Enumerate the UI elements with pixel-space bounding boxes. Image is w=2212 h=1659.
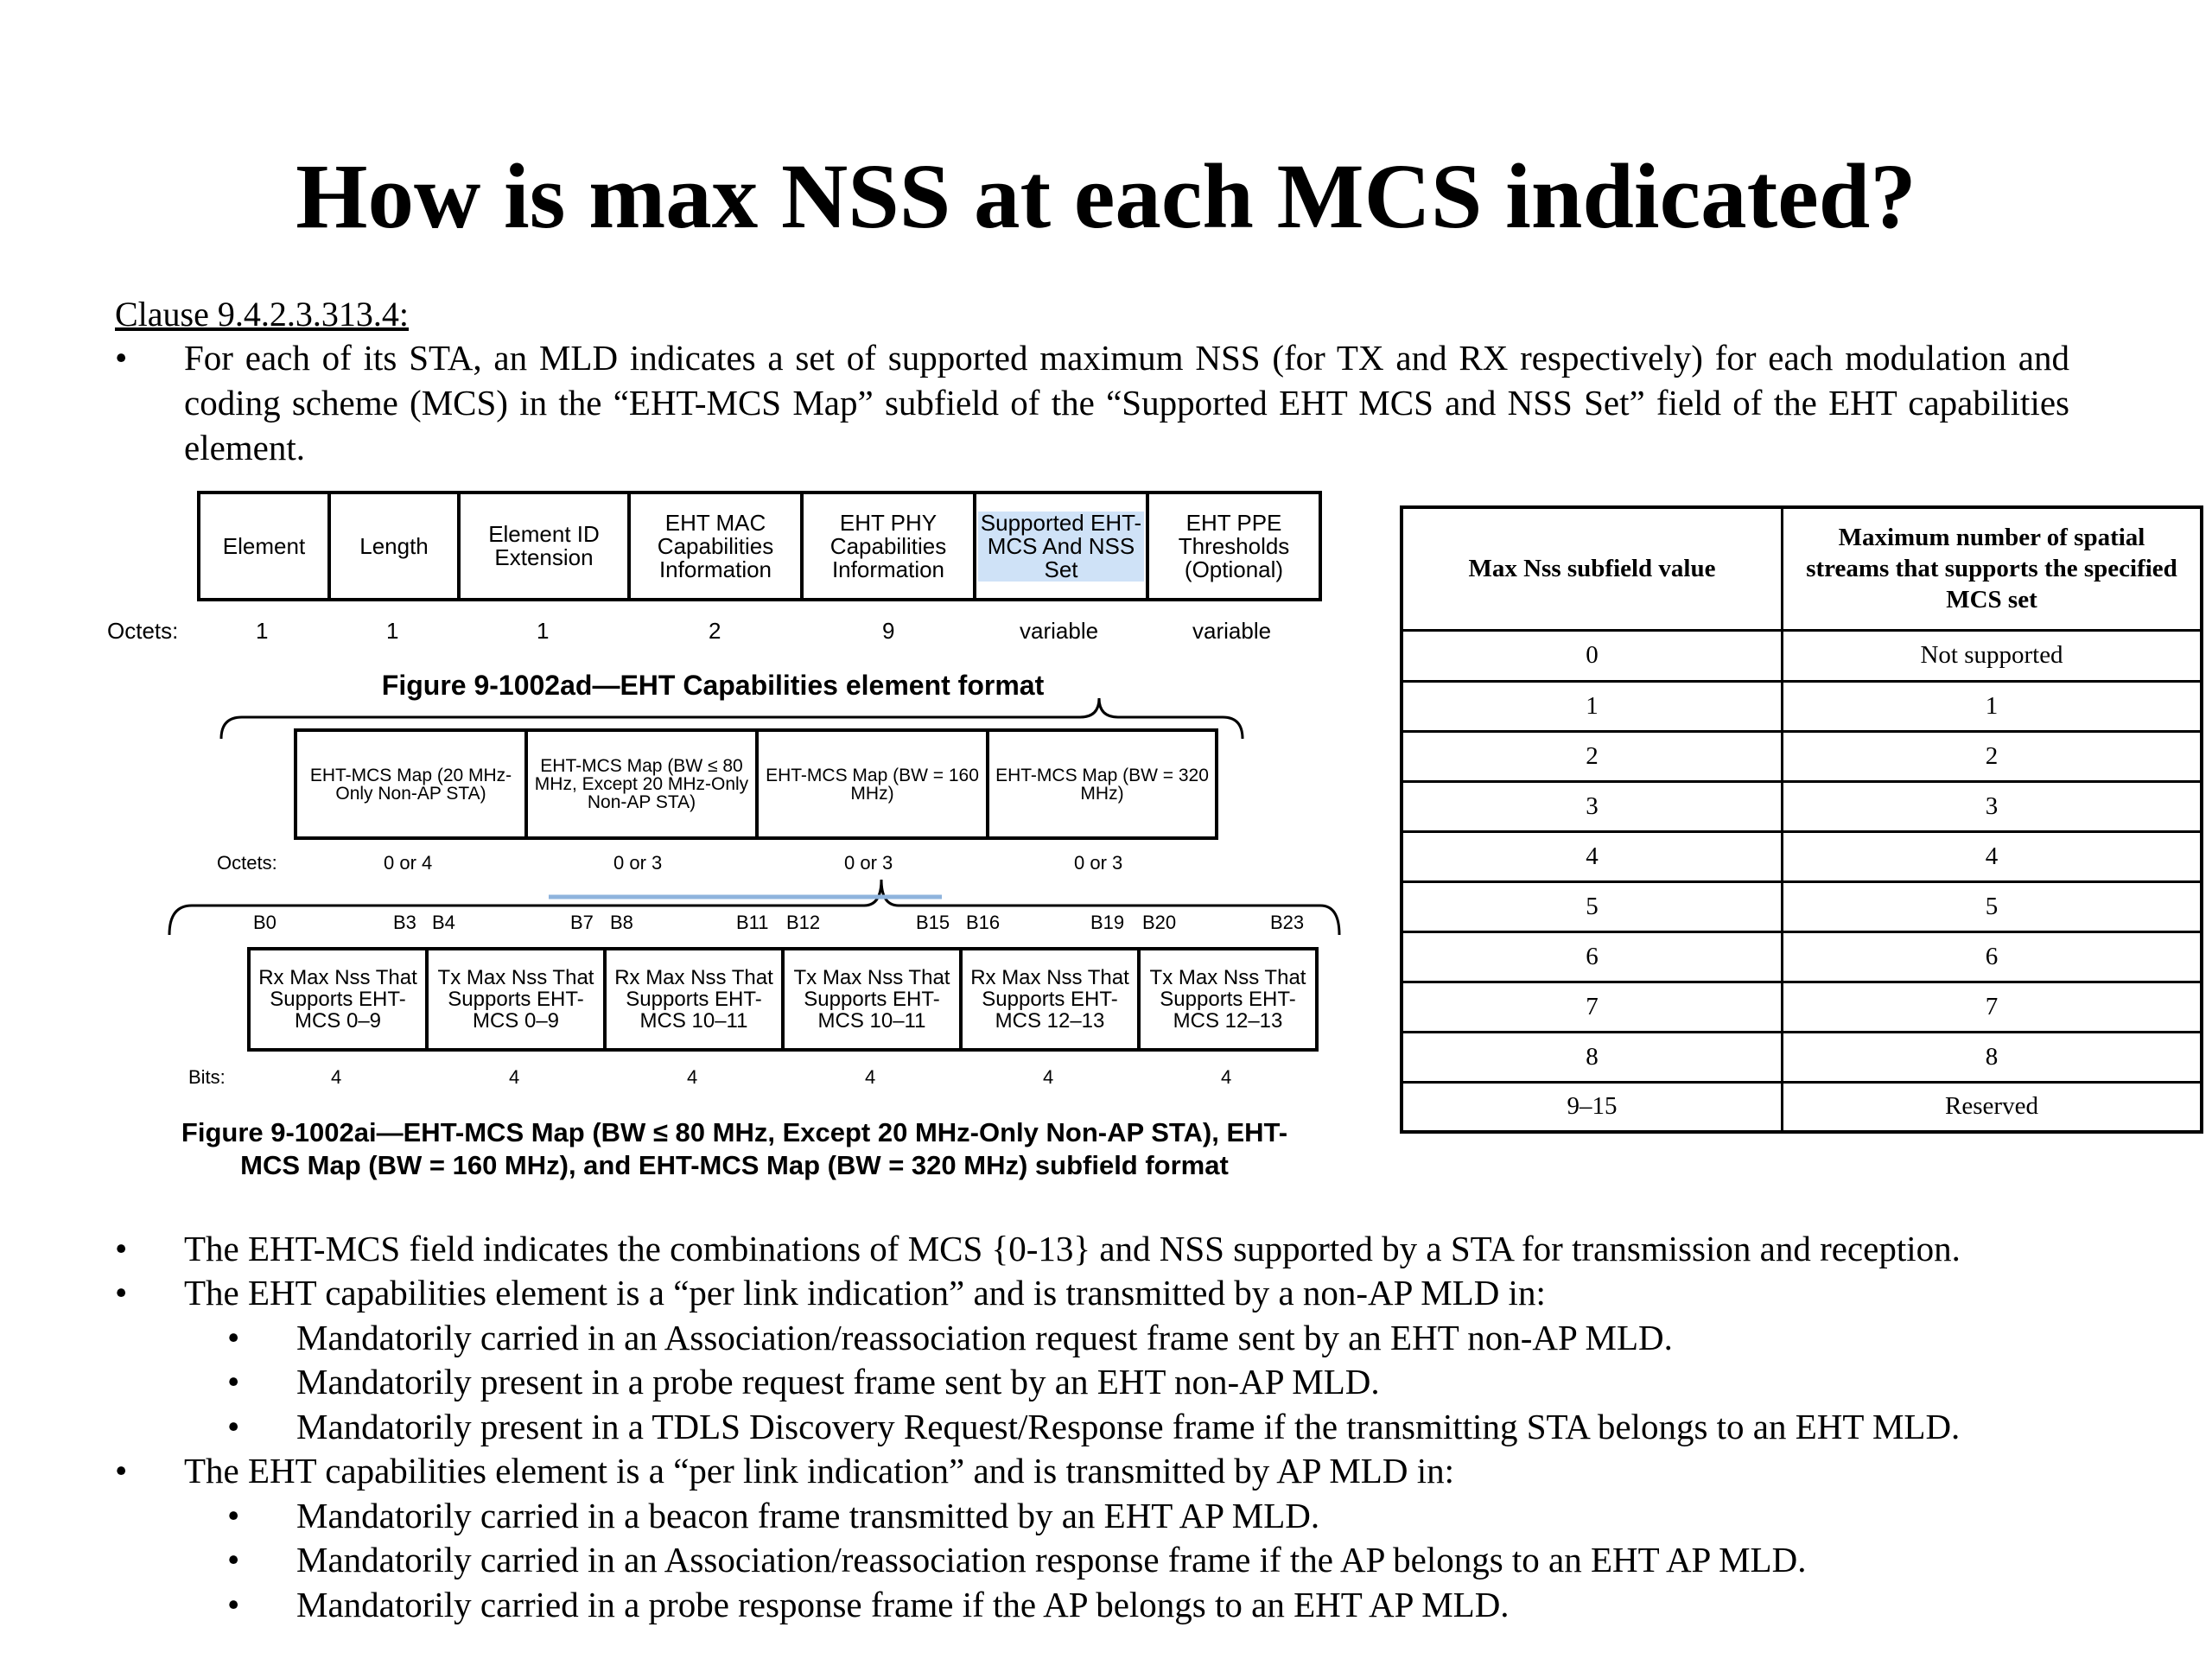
table-row [1402,681,2202,731]
bit-label: B4 [432,912,455,933]
bullet-marker: • [115,1273,128,1313]
table-row [1402,630,2202,681]
bit-label: B3 [393,912,416,933]
table-cell: 2 [1402,731,1783,781]
list-item-text: The EHT capabilities element is a “per link indication” and is transmitted by a non-AP MLD in: [184,1273,1546,1313]
list-item [115,1449,1454,1492]
rx-max-nss-mcs-10-11: Rx Max Nss That Supports EHT-MCS 10–11 [603,947,785,1052]
table-cell: 7 [1402,982,1783,1032]
table-cell: 9–15 [1402,1082,1783,1132]
table-cell: 3 [1402,781,1783,831]
field-eht-phy-capabilities: EHT PHY Capabilities Information [800,491,976,601]
octet-value: 2 [709,618,721,644]
table-header: Max Nss subfield value [1402,507,1783,630]
octet-value: variable [1192,618,1272,644]
tx-max-nss-mcs-0-9: Tx Max Nss That Supports EHT-MCS 0–9 [425,947,607,1052]
bullet-marker: • [227,1496,240,1535]
table-header: Maximum number of spatial streams that supports the specified MCS set [1783,507,2202,630]
bit-label: B20 [1142,912,1177,933]
list-item [227,1360,1380,1403]
figure-caption-2-line2: MCS Map (BW = 160 MHz), and EHT-MCS Map (BW = 320 MHz) subfield format [240,1150,1229,1180]
table-cell: 5 [1402,881,1783,931]
octet-value: variable [1020,618,1099,644]
field-length: Length [327,491,461,601]
page-title: How is max NSS at each MCS indicated? [296,146,1916,248]
list-item-text: The EHT capabilities element is a “per link indication” and is transmitted by AP MLD in: [184,1451,1454,1491]
table-row [1402,881,2202,931]
max-nss-table [1400,505,2203,1134]
list-item-text: Mandatorily carried in a beacon frame transmitted by an EHT AP MLD. [296,1496,1320,1535]
list-item-text: Mandatorily carried in an Association/reassociation request frame sent by an EHT non-AP MLD. [296,1318,1673,1357]
table-row [1402,1082,2202,1132]
bits-value: 4 [687,1066,698,1088]
list-item [227,1405,1961,1448]
bits-value: 4 [1221,1066,1232,1088]
table-row [1402,731,2202,781]
table-cell: 8 [1783,1032,2202,1082]
bullet-marker: • [115,1229,128,1268]
table-row [1402,931,2202,982]
octet-value: 1 [256,618,269,644]
field-eht-mac-capabilities: EHT MAC Capabilities Information [627,491,804,601]
list-item-text: Mandatorily present in a probe request frame sent by an EHT non-AP MLD. [296,1362,1380,1402]
octets-label: Octets: [217,852,277,874]
mcs-map-bw-160: EHT-MCS Map (BW = 160 MHz) [755,728,989,840]
table-cell: 8 [1402,1032,1783,1082]
field-element: Element [197,491,331,601]
bullet-marker: • [115,338,128,378]
octet-value: 0 or 3 [844,852,893,874]
table-cell: 1 [1783,681,2202,731]
octet-value: 0 or 4 [384,852,433,874]
bullet-marker: • [227,1585,240,1624]
bit-label: B12 [786,912,821,933]
bit-label: B23 [1270,912,1305,933]
table-cell: 4 [1783,831,2202,881]
table-cell: 5 [1783,881,2202,931]
list-item [227,1583,1510,1626]
bits-value: 4 [865,1066,876,1088]
table-row [1402,831,2202,881]
mcs-map-20mhz-only: EHT-MCS Map (20 MHz-Only Non-AP STA) [294,728,528,840]
bits-value: 4 [509,1066,520,1088]
rx-max-nss-mcs-0-9: Rx Max Nss That Supports EHT-MCS 0–9 [247,947,429,1052]
mcs-map-bw-80: EHT-MCS Map (BW ≤ 80 MHz, Except 20 MHz-Only Non-AP STA) [524,728,759,840]
bit-label: B19 [1090,912,1125,933]
field-element-id-extension: Element ID Extension [457,491,631,601]
octet-value: 0 or 3 [1074,852,1123,874]
bits-value: 4 [331,1066,342,1088]
bullet-marker: • [227,1407,240,1446]
table-cell: 6 [1402,931,1783,982]
figure-caption-1: Figure 9-1002ad—EHT Capabilities element format [381,670,1045,701]
bullet-marker: • [115,1451,128,1491]
list-item-text: Mandatorily present in a TDLS Discovery Request/Response frame if the transmitting STA belongs to an EHT MLD. [296,1407,1961,1446]
list-item [115,1271,1546,1314]
bit-label: B11 [736,912,769,933]
octets-label: Octets: [107,618,179,644]
bit-label: B8 [610,912,633,933]
field-eht-ppe-thresholds: EHT PPE Thresholds (Optional) [1146,491,1322,601]
table-row [1402,982,2202,1032]
mcs-map-bw-320: EHT-MCS Map (BW = 320 MHz) [986,728,1218,840]
bit-label: B16 [966,912,1001,933]
octet-value: 9 [882,618,895,644]
table-cell: 4 [1402,831,1783,881]
intro-bullet-text: For each of its STA, an MLD indicates a set of supported maximum NSS (for TX and RX respectively) for each modulation and coding scheme (MCS) in the “EHT-MCS Map” subfield of the “Supported EHT MCS and NSS Set” field of the EHT capabilities element. [184,338,2069,467]
list-item [227,1494,1320,1537]
highlighted-field-label: Supported EHT-MCS And NSS Set [978,512,1144,582]
bit-label: B0 [253,912,276,933]
list-item [115,1227,1961,1270]
octet-value: 1 [537,618,550,644]
clause-reference: Clause 9.4.2.3.313.4: [115,295,409,334]
table-cell: 0 [1402,630,1783,681]
list-item [227,1538,1807,1581]
tx-max-nss-mcs-12-13: Tx Max Nss That Supports EHT-MCS 12–13 [1137,947,1319,1052]
tx-max-nss-mcs-10-11: Tx Max Nss That Supports EHT-MCS 10–11 [781,947,963,1052]
table-cell: 7 [1783,982,2202,1032]
table-cell: 2 [1783,731,2202,781]
list-item [227,1316,1673,1359]
bits-value: 4 [1043,1066,1054,1088]
bit-label: B7 [570,912,594,933]
rx-max-nss-mcs-12-13: Rx Max Nss That Supports EHT-MCS 12–13 [959,947,1141,1052]
table-cell: Not supported [1783,630,2202,681]
bullet-marker: • [227,1540,240,1580]
octet-value: 0 or 3 [613,852,663,874]
table-cell: Reserved [1783,1082,2202,1132]
bullet-marker: • [227,1318,240,1357]
octet-value: 1 [386,618,399,644]
table-cell: 6 [1783,931,2202,982]
list-item-text: Mandatorily carried in a probe response frame if the AP belongs to an EHT AP MLD. [296,1585,1510,1624]
figure-caption-2-line1: Figure 9-1002ai—EHT-MCS Map (BW ≤ 80 MHz, Except 20 MHz-Only Non-AP STA), EHT- [181,1117,1288,1147]
table-row [1402,781,2202,831]
list-item-text: Mandatorily carried in an Association/reassociation response frame if the AP belongs to an EHT AP MLD. [296,1540,1807,1580]
table-row [1402,1032,2202,1082]
figure-caption-2 [130,1116,1339,1182]
bullet-marker: • [227,1362,240,1402]
table-cell: 3 [1783,781,2202,831]
table-cell: 1 [1402,681,1783,731]
bits-label: Bits: [188,1066,226,1088]
bit-label: B15 [916,912,950,933]
list-item-text: The EHT-MCS field indicates the combinations of MCS {0-13} and NSS supported by a STA for transmission and reception. [184,1229,1961,1268]
